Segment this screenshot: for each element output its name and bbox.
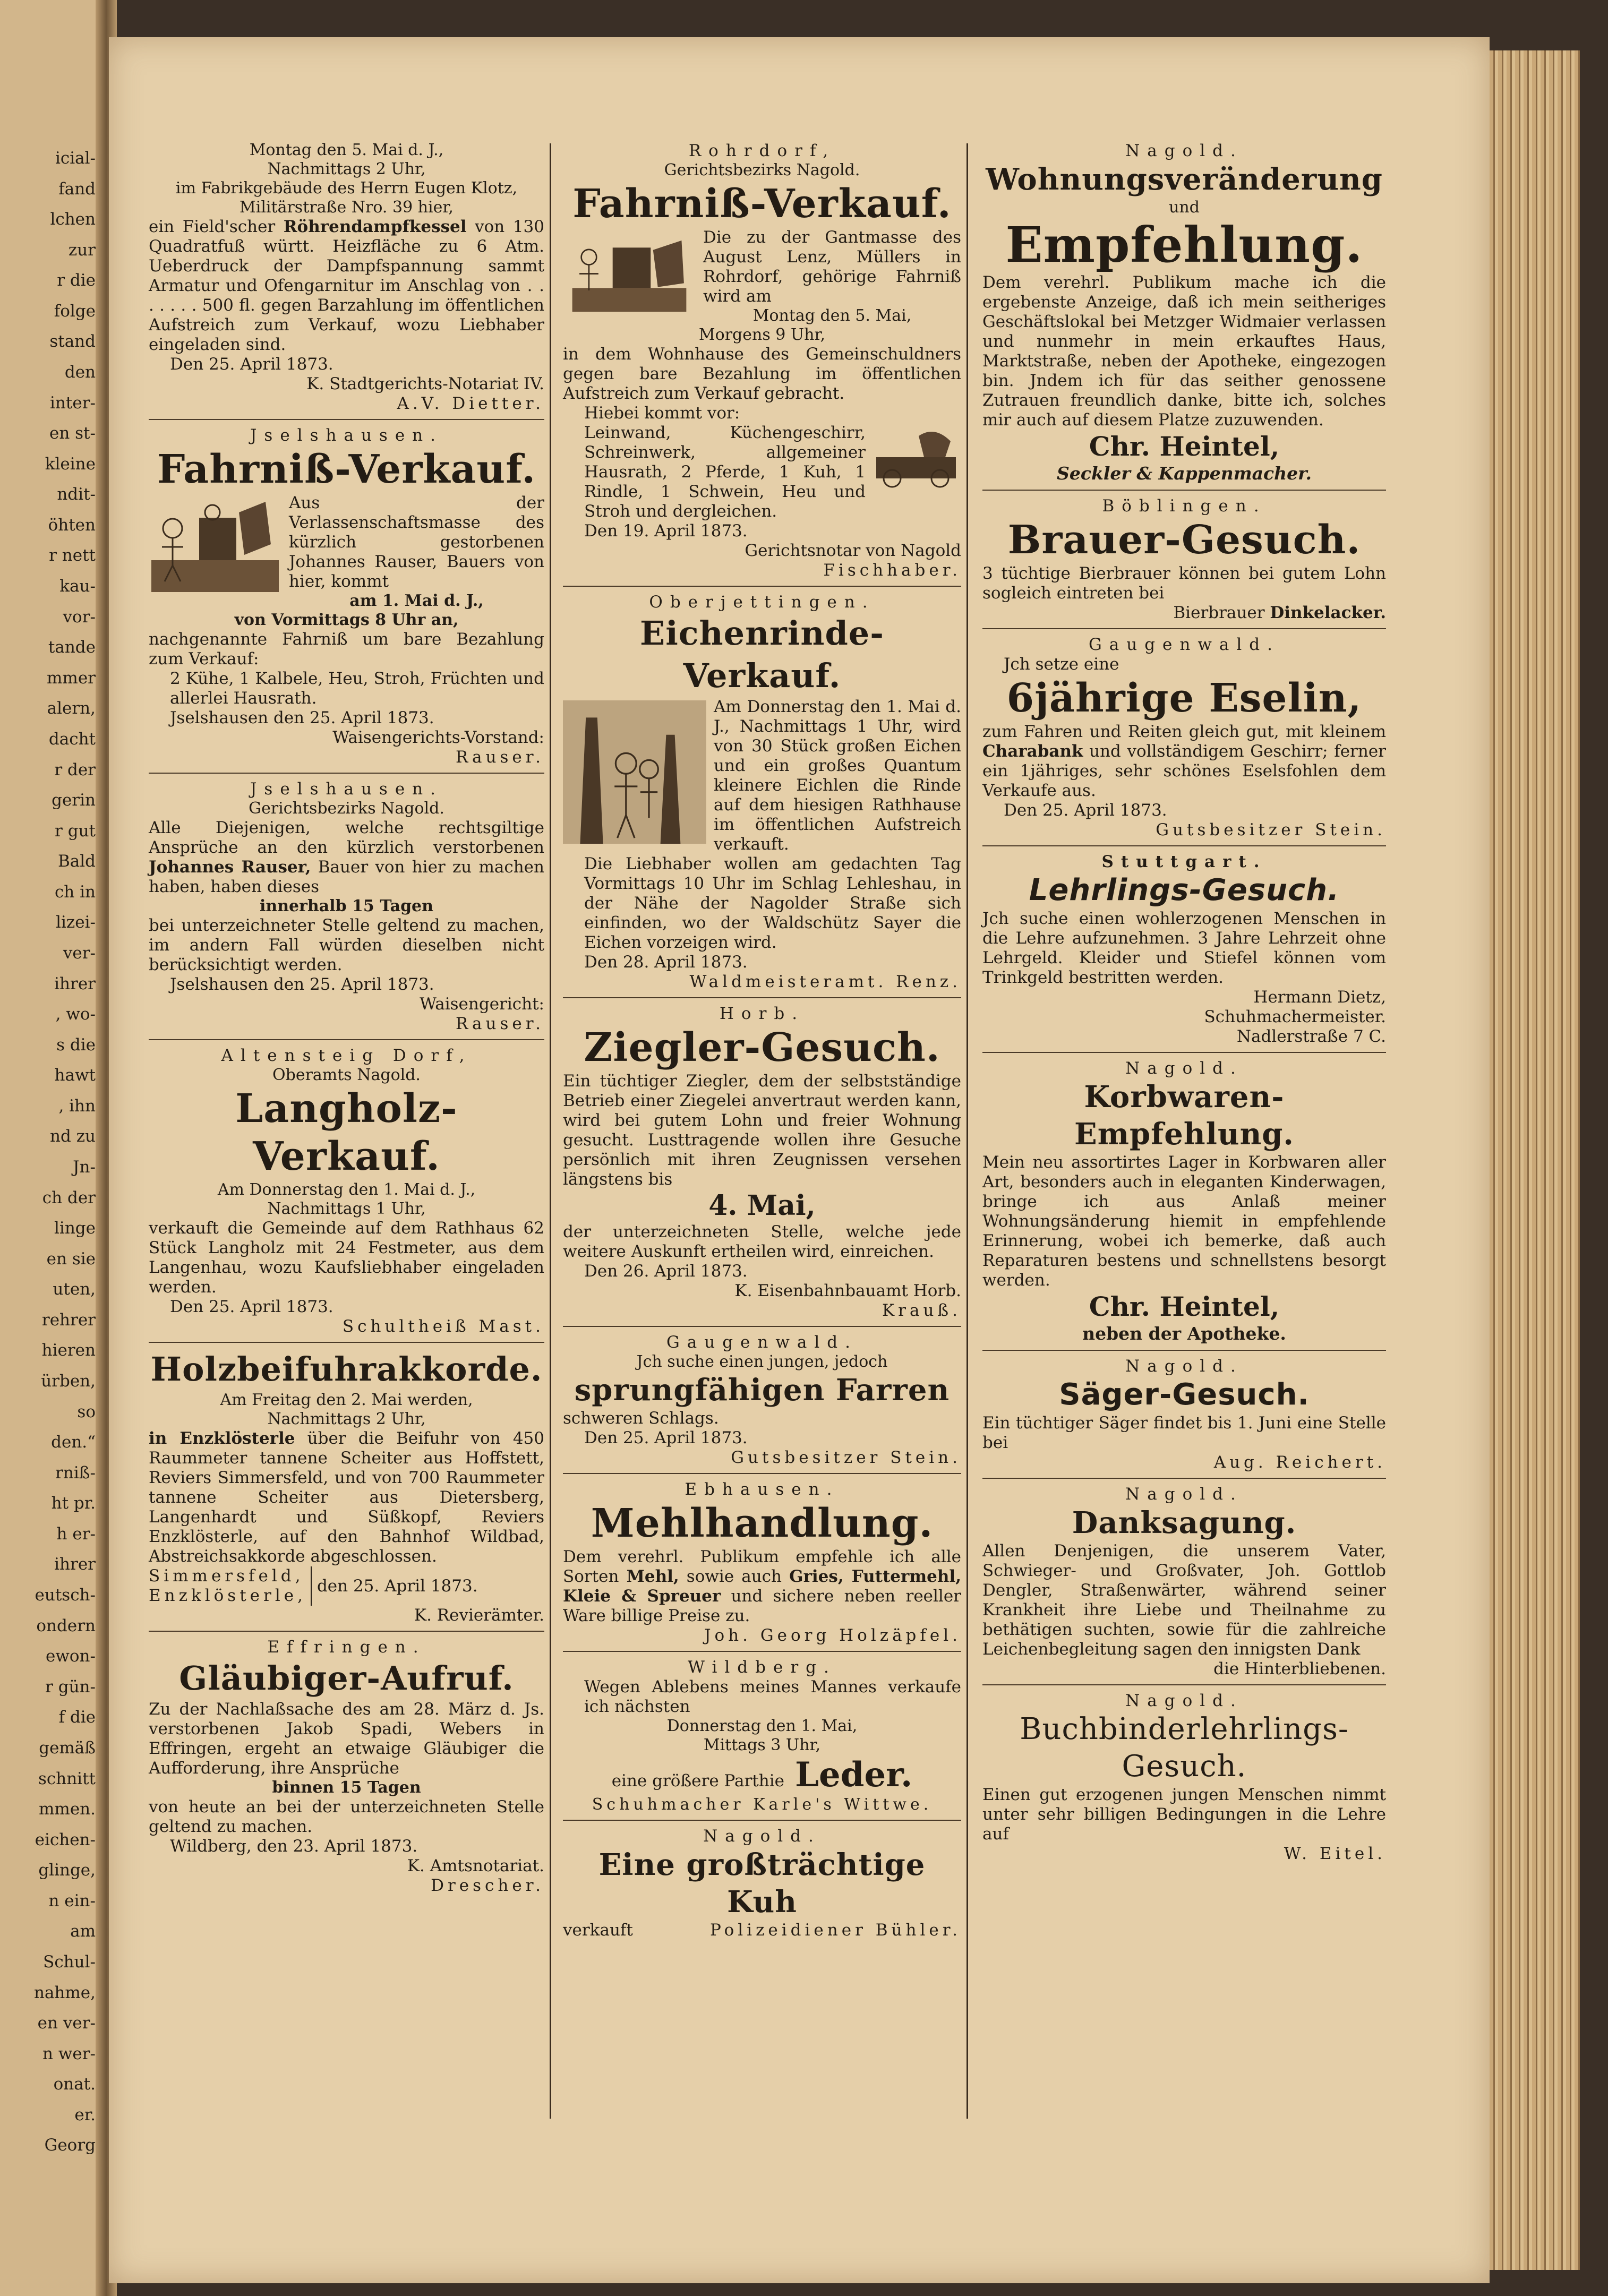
body-text: und vollständigem Geschirr; ferner ein 1jähriges, sehr schönes Eselsfohlen dem Verkaufe aus.: [982, 742, 1386, 800]
ad-line: Militärstraße Nro. 39 hier,: [240, 198, 454, 217]
ad-line: verkauft: [563, 1921, 633, 1940]
ad-kuh: [563, 1826, 961, 1946]
body-text: von 130 Quadratfuß württ. Heizfläche zu 6 Atm. Ueberdruck der Dampfspannung sammt Armatur und Ofengarnitur im Anschlag von . . . . . . . 500 fl. gegen Barzahlung im öffentlichen Aufstreich zum Verkauf, wozu Liebhaber eingeladen sind.: [149, 217, 544, 354]
place: Simmersfeld,: [149, 1566, 304, 1586]
ad-line: und: [1169, 198, 1200, 217]
ad-date: Den 25. April 1873.: [170, 1297, 333, 1316]
ad-body: Wegen Ablebens meines Mannes verkaufe ich nächsten: [584, 1677, 961, 1716]
ad-title: Fahrniß-Verkauf.: [157, 447, 536, 492]
left-page-line: r nett: [49, 546, 96, 565]
left-page-line: nahme,: [33, 1983, 96, 2002]
ad-signature: die Hinterbliebenen.: [1213, 1659, 1386, 1678]
ad-line: Am Donnerstag den 1. Mai d. J.,: [217, 1180, 476, 1199]
ad-body: der unterzeichneten Stelle, welche jede weitere Auskunft ertheilen wird, einreichen.: [563, 1222, 961, 1261]
body-text: Bauer von hier zu machen haben, haben dieses: [149, 858, 544, 896]
ad-line: schweren Schlags.: [563, 1409, 719, 1428]
ad-place: Nagold.: [703, 1827, 821, 1846]
left-page-line: kau-: [59, 577, 96, 596]
ad-date: Den 25. April 1873.: [1004, 801, 1167, 820]
left-page-line: ondern: [36, 1616, 96, 1635]
ad-title: Langholz-Verkauf.: [235, 1086, 458, 1179]
ad-glaeubiger-jselshausen: [149, 779, 544, 1040]
ad-title: Mehlhandlung.: [591, 1501, 934, 1546]
left-page-line: Bald: [57, 852, 96, 871]
ad-title: 6jährige Eselin,: [1006, 675, 1362, 721]
ad-body: Dem verehrl. Publikum mache ich die ergebenste Anzeige, daß ich mein seitheriges Geschäftslokal bei Metzger Widmaier verlassen und nunmehr in mein erkauftes Haus, Marktstraße, neben der Apotheke, eingezogen bin. Jndem ich für das seither genossene Zutrauen freundlich danke, bitte ich, solches mir auch auf diesem Platze zuzuwenden.: [982, 273, 1386, 430]
ad-signature: Aug. Reichert.: [1213, 1453, 1386, 1472]
ad-title: Korbwaren-Empfehlung.: [1074, 1080, 1294, 1152]
ad-place: Böblingen.: [1102, 496, 1267, 516]
left-page-line: en sie: [46, 1249, 96, 1269]
ad-body: von heute an bei der unterzeichneten Stelle geltend zu machen.: [149, 1797, 544, 1836]
ad-body: Mein neu assortirtes Lager in Korbwaren aller Art, besonders auch in eleganten Kinderwagen, bringe ich aus Anlaß meiner Wohnungsänderung hiemit in empfehlende Erinnerung, wobei ich bemerke, daß auch Reparaturen bestens und schnellstens besorgt werden.: [982, 1153, 1386, 1290]
ad-signature: Waisengerichts-Vorstand:: [332, 728, 544, 747]
left-page-line: mmen.: [39, 1800, 96, 1819]
ad-line: Jch suche einen jungen, jedoch: [636, 1352, 888, 1371]
ad-eichenrinde: [563, 592, 961, 998]
ad-signature: Fischhaber.: [823, 561, 961, 580]
ad-items: Leinwand, Küchengeschirr, Schreinwerk, allgemeiner Hausrath, 2 Pferde, 1 Kuh, 1 Rindle, 1 Schwein, Heu und Stroh und dergleichen.: [584, 423, 866, 521]
left-page-line: f die: [58, 1708, 96, 1727]
body-bold: Johannes Rauser,: [149, 858, 311, 877]
ad-subplace: Oberamts Nagold.: [272, 1066, 421, 1084]
left-page-line: ihrer: [54, 974, 96, 993]
ad-place: Horb.: [719, 1004, 805, 1023]
ad-fahrniss-jselshausen: [149, 425, 544, 774]
ad-date-bold: am 1. Mai d. J.,: [349, 592, 484, 610]
left-page-line: lchen: [50, 210, 96, 229]
left-page-line: ch in: [54, 883, 96, 902]
ad-body: Am Donnerstag den 1. Mai d. J., Nachmittags 1 Uhr, wird von 30 Stück großen Eichen und ein großes Quantum kleinere Eichlen die Rinde auf dem hiesigen Rathhause im öffentlichen Aufstreich verkauft.: [714, 697, 961, 854]
column-1: [149, 141, 544, 1906]
ad-ziegler: [563, 1004, 961, 1327]
left-page-line: , wo-: [55, 1005, 96, 1024]
ad-signature: Rauser.: [455, 748, 544, 767]
ad-body: Aus der Verlassenschaftsmasse des kürzlich gestorbenen Johannes Rauser, Bauers von hier, kommt: [289, 493, 544, 591]
ad-place: Nagold.: [1125, 1357, 1243, 1376]
body-text: ein Field'scher: [149, 217, 284, 236]
left-page-line: hawt: [54, 1066, 96, 1085]
left-page-line: en st-: [49, 424, 96, 443]
ad-line: Montag den 5. Mai,: [752, 306, 912, 325]
ad-title: Holzbeifuhrakkorde.: [150, 1350, 543, 1389]
ad-title: Gläubiger-Aufruf.: [179, 1659, 514, 1698]
ad-title: Empfehlung.: [1005, 216, 1363, 273]
left-page-line: ht pr.: [51, 1494, 96, 1513]
ad-subplace: Gerichtsbezirks Nagold.: [249, 799, 444, 818]
ad-signature: Hermann Dietz,: [1253, 988, 1386, 1007]
ad-line: Morgens 9 Uhr,: [698, 325, 826, 344]
ad-mehlhandlung: [563, 1479, 961, 1652]
left-page-line: eichen-: [35, 1830, 96, 1849]
left-page-line: nd zu: [50, 1127, 96, 1146]
body-text: und sichere neben reeller Ware billige Preise zu.: [563, 1587, 961, 1625]
ad-deadline: innerhalb 15 Tagen: [260, 897, 433, 915]
ad-date: den 25. April 1873.: [317, 1576, 478, 1596]
ad-signature: Drescher.: [431, 1876, 544, 1895]
ad-place: Jselshausen.: [250, 426, 443, 445]
ad-body: Ein tüchtiger Ziegler, dem der selbstständige Betrieb einer Ziegelei anvertraut werden kann, wird bei gutem Lohn und freier Wohnung gesucht. Lusttragende wollen ihre Gesuche persönlich mit ihren Zeugnissen versehen längstens bis: [563, 1072, 961, 1189]
left-page-line: glinge,: [38, 1861, 96, 1880]
left-page-line: ver-: [63, 944, 96, 963]
left-page-line: mmer: [47, 669, 96, 688]
ad-items: 2 Kühe, 1 Kalbele, Heu, Stroh, Früchten und allerlei Hausrath.: [170, 669, 544, 708]
ad-place: Altensteig Dorf,: [221, 1046, 472, 1065]
left-page-line: lizei-: [56, 913, 96, 932]
ad-korbwaren: [982, 1058, 1386, 1351]
ad-date-block: [149, 1566, 544, 1606]
left-page-line: ewon-: [46, 1647, 96, 1666]
ad-date: Jselshausen den 25. April 1873.: [170, 975, 434, 994]
ad-line: Nachmittags 1 Uhr,: [267, 1200, 426, 1218]
left-page-line: hieren: [41, 1341, 96, 1360]
ad-signature: Polizeidiener Bühler.: [709, 1921, 961, 1940]
left-page-line: den.“: [51, 1433, 96, 1452]
ad-body: Die zu der Gantmasse des August Lenz, Müllers in Rohrdorf, gehörige Fahrniß wird am: [703, 228, 961, 306]
ad-place: Gaugenwald.: [1089, 635, 1280, 654]
ad-glaeubiger-aufruf: [149, 1637, 544, 1901]
column-3: [982, 141, 1386, 1874]
ad-place: Gaugenwald.: [666, 1333, 858, 1352]
ad-brauer: [982, 496, 1386, 629]
body-bold: Gries, Futtermehl, Kleie & Spreuer: [563, 1567, 961, 1606]
ad-body: bei unterzeichneter Stelle geltend zu machen, im andern Fall würden dieselben nicht berücksichtigt werden.: [149, 916, 544, 974]
ad-body: [149, 217, 544, 355]
column-rule: [550, 143, 551, 2119]
ad-signature: Gutsbesitzer Stein.: [1156, 820, 1386, 839]
ad-eselin: [982, 635, 1386, 846]
ad-line: Jch setze eine: [1004, 655, 1119, 674]
column-2: [563, 141, 961, 1951]
ad-title: Leder.: [794, 1755, 913, 1795]
body-bold: in Enzklösterle: [149, 1429, 295, 1448]
ad-title: Brauer-Gesuch.: [1007, 517, 1361, 563]
ad-date: Den 28. April 1873.: [584, 953, 748, 972]
ad-place: Wildberg.: [688, 1658, 836, 1677]
body-text: Alle Diejenigen, welche rechtsgiltige Ansprüche an den kürzlich verstorbenen: [149, 818, 544, 857]
left-page-line: r gut: [55, 821, 96, 841]
ad-signature: Joh. Georg Holzäpfel.: [704, 1626, 961, 1645]
body-text: zum Fahren und Reiten gleich gut, mit kleinem: [982, 722, 1386, 741]
ad-signature: Waldmeisteramt. Renz.: [689, 972, 961, 991]
left-page-line: n wer-: [42, 2044, 96, 2063]
left-page-line: folge: [54, 302, 96, 321]
ad-title: Säger-Gesuch.: [1059, 1377, 1310, 1412]
ad-signature: Nadlerstraße 7 C.: [1236, 1027, 1386, 1046]
left-page-fragment: [0, 0, 101, 2296]
ad-signature: K. Revierämter.: [414, 1606, 544, 1625]
ad-signature: Schultheiß Mast.: [342, 1317, 544, 1336]
body-bold: Röhrendampfkessel: [283, 217, 467, 236]
ad-subplace: Gerichtsbezirks Nagold.: [664, 161, 860, 179]
ad-place: Oberjettingen.: [649, 593, 875, 612]
left-page-line: Schul-: [43, 1952, 96, 1972]
ad-place: Ebhausen.: [685, 1480, 840, 1499]
left-page-line: ndit-: [57, 485, 96, 504]
ad-name: Chr. Heintel,: [1089, 431, 1280, 462]
left-page-line: zur: [68, 241, 96, 260]
left-page-line: uten,: [53, 1280, 96, 1299]
ad-date: Den 25. April 1873.: [584, 1428, 748, 1447]
ad-place: Nagold.: [1125, 1059, 1243, 1078]
ad-body: [563, 1547, 961, 1626]
ad-signature: K. Eisenbahnbauamt Horb.: [734, 1281, 961, 1300]
ad-signature: K. Stadtgerichts-Notariat IV.: [306, 374, 544, 393]
ad-body: [149, 1429, 544, 1566]
ad-line: Mittags 3 Uhr,: [703, 1736, 821, 1754]
ad-title: Gesuch.: [1122, 1749, 1247, 1784]
left-page-line: er.: [74, 2105, 96, 2124]
left-page-line: alern,: [47, 699, 96, 718]
left-page-line: inter-: [50, 393, 96, 413]
ad-line: Hiebei kommt vor:: [584, 404, 740, 423]
ad-line: Donnerstag den 1. Mai,: [666, 1717, 858, 1735]
ad-signature: Rauser.: [455, 1014, 544, 1033]
ad-title: sprungfähigen Farren: [574, 1373, 950, 1408]
farm-auction-illustration: [149, 496, 281, 597]
ad-signature: W. Eitel.: [1284, 1844, 1386, 1863]
body-bold: Charabank: [982, 742, 1083, 761]
ad-deadline: binnen 15 Tagen: [272, 1778, 421, 1797]
body-bold: Mehl,: [626, 1567, 679, 1586]
ad-line: Nachmittags 2 Uhr,: [267, 160, 426, 178]
ad-date: Den 26. April 1873.: [584, 1262, 748, 1281]
left-page-line: gerin: [52, 791, 96, 810]
ad-body: Die Liebhaber wollen am gedachten Tag Vormittags 10 Uhr im Schlag Lehleshau, in der Nähe der Nagolder Straße sich einfinden, wo der Waldschütz Sayer die Eichen vorzeigen wird.: [584, 854, 961, 952]
ad-signature: Schuhmacher Karle's Wittwe.: [592, 1795, 933, 1814]
left-page-line: Jn-: [73, 1158, 96, 1177]
ad-trade: Seckler & Kappenmacher.: [1057, 463, 1312, 484]
ad-body: [982, 722, 1386, 801]
forest-illustration: [563, 700, 706, 844]
ad-signature: Waisengericht:: [420, 995, 544, 1014]
ad-date: Wildberg, den 23. April 1873.: [170, 1837, 418, 1856]
ad-signature: Schuhmachermeister.: [1204, 1007, 1386, 1026]
ad-body: Zu der Nachlaßsache des am 28. März d. Js. verstorbenen Jakob Spadi, Webers in Effringen, ergeht an etwaige Gläubiger die Aufforderung, ihre Ansprüche: [149, 1700, 544, 1778]
ad-date: Den 19. April 1873.: [584, 521, 748, 541]
left-page-line: ihrer: [54, 1555, 96, 1574]
ad-body: Jch suche einen wohlerzogenen Menschen in die Lehre aufzunehmen. 3 Jahre Lehrzeit ohne Lehrgeld. Kleider und Stiefel können vom Trinkgeld bestritten werden.: [982, 909, 1386, 987]
left-page-line: eutsch-: [35, 1586, 96, 1605]
body-text: Dem verehrl. Publikum empfehle ich alle Sorten: [563, 1547, 961, 1586]
page-edges: [1490, 50, 1580, 2270]
ad-signature: Gerichtsnotar von Nagold: [745, 541, 961, 560]
ad-danksagung: [982, 1484, 1386, 1685]
ad-langholz: [149, 1046, 544, 1343]
ad-title: Eichenrinde-Verkauf.: [640, 614, 884, 695]
sig-bold: Dinkelacker.: [1270, 603, 1386, 622]
ad-body: in dem Wohnhause des Gemeinschuldners gegen bare Bezahlung im öffentlichen Aufstreich zum Verkauf gebracht.: [563, 345, 961, 403]
ad-line: eine größere Parthie: [611, 1771, 784, 1790]
left-page-line: so: [77, 1402, 96, 1421]
ad-title: Lehrlings-Gesuch.: [1029, 873, 1340, 907]
left-page-line: n ein-: [48, 1891, 96, 1911]
ad-place: Effringen.: [267, 1638, 426, 1657]
left-page-line: ürben,: [41, 1372, 96, 1391]
left-page-line: vor-: [63, 607, 96, 627]
ad-wohnungsveraenderung: [982, 141, 1386, 491]
left-page-line: h er-: [56, 1524, 96, 1544]
ad-title: Danksagung.: [1072, 1505, 1297, 1540]
left-page-line: rniß-: [55, 1463, 96, 1483]
sig-text: Bierbrauer: [1173, 603, 1265, 622]
ad-title: Fahrniß-Verkauf.: [572, 181, 952, 227]
ad-holzbeifuhr: [149, 1348, 544, 1632]
left-page-line: gemäß: [39, 1738, 96, 1758]
farm-auction-illustration: [563, 231, 696, 321]
left-page-line: rehrer: [41, 1310, 96, 1330]
ad-line: Nachmittags 2 Uhr,: [267, 1410, 426, 1428]
ad-place: Jselshausen.: [250, 779, 443, 799]
left-page-line: öhten: [48, 516, 96, 535]
ad-signature: Krauß.: [882, 1301, 961, 1320]
ad-date: Jselshausen den 25. April 1873.: [170, 708, 434, 727]
place: Enzklösterle,: [149, 1586, 306, 1605]
ad-title: Wohnungsveränderung: [986, 162, 1383, 197]
ad-body: verkauft die Gemeinde auf dem Rathhaus 62 Stück Langholz mit 24 Festmeter, aus dem Langenhau, wozu Kaufsliebhaber eingeladen werden.: [149, 1219, 544, 1297]
ad-line: im Fabrikgebäude des Herrn Eugen Klotz,: [175, 179, 518, 198]
left-page-line: en ver-: [37, 2014, 96, 2033]
left-page-line: fand: [58, 179, 96, 199]
ad-signature: K. Amtsnotariat.: [407, 1856, 544, 1875]
places: [149, 1566, 312, 1606]
ad-time-bold: von Vormittags 8 Uhr an,: [234, 611, 459, 629]
ad-line: Montag den 5. Mai d. J.,: [249, 141, 444, 159]
ad-buchbinder: [982, 1691, 1386, 1869]
ad-trade: neben der Apotheke.: [1082, 1323, 1286, 1344]
ad-place: Stuttgart.: [1101, 852, 1267, 871]
ad-farren: [563, 1332, 961, 1474]
left-page-line: ch der: [42, 1188, 96, 1207]
ad-title: Buchbinderlehrlings-: [1020, 1712, 1349, 1746]
left-page-line: stand: [49, 332, 96, 351]
left-page-line: schnitt: [38, 1769, 96, 1788]
ad-body: nachgenannte Fahrniß um bare Bezahlung zum Verkauf:: [149, 630, 544, 669]
ad-deadline: 4. Mai,: [708, 1189, 816, 1222]
left-page-line: den: [64, 363, 96, 382]
ad-place: Nagold.: [1125, 1485, 1243, 1504]
horse-cart-illustration: [871, 425, 961, 489]
body-text: über die Beifuhr von 450 Raummeter tannene Scheiter aus Hoffstett, Reviers Simmersfeld, und von 700 Raummeter tannene Scheiter aus Dietersberg, Langenhardt und Süßkopf, Reviers Enzklösterle, auf den Bahnhof Wildbad, Abstreichsakkorde abgeschlossen.: [149, 1429, 544, 1566]
body-text: sowie auch: [679, 1567, 790, 1586]
ad-name: Chr. Heintel,: [1089, 1291, 1280, 1322]
ad-title: Ziegler-Gesuch.: [584, 1025, 940, 1070]
left-page-line: r die: [57, 271, 96, 290]
ad-saeger: [982, 1356, 1386, 1479]
left-page-line: s die: [56, 1035, 96, 1055]
ad-body: [149, 818, 544, 897]
left-page-line: linge: [54, 1219, 96, 1238]
ad-body: 3 tüchtige Bierbrauer können bei gutem Lohn sogleich eintreten bei: [982, 564, 1386, 603]
ad-title: Eine großträchtige Kuh: [598, 1847, 926, 1920]
ad-signature: Gutsbesitzer Stein.: [731, 1448, 961, 1467]
left-page-line: am: [70, 1922, 96, 1941]
ad-roehrendampfkessel: [149, 141, 544, 420]
ad-body: Einen gut erzogenen jungen Menschen nimmt unter sehr billigen Bedingungen in die Lehre auf: [982, 1785, 1386, 1844]
ad-place: Nagold.: [1125, 141, 1243, 160]
left-page-line: r gün-: [45, 1677, 96, 1697]
ad-body: Ein tüchtiger Säger findet bis 1. Juni eine Stelle bei: [982, 1413, 1386, 1452]
ad-place: Nagold.: [1125, 1691, 1243, 1710]
ad-body: Allen Denjenigen, die unserem Vater, Schwieger- und Großvater, Joh. Gottlob Dengler, Straßenwärter, während seiner Krankheit ihre Liebe und Theilnahme zu bethätigen suchten, sowie für die zahlreiche Leichenbegleitung sagen den innigsten Dank: [982, 1541, 1386, 1659]
ad-leder: [563, 1657, 961, 1821]
ad-footer: [563, 1921, 961, 1940]
ad-line: Am Freitag den 2. Mai werden,: [220, 1391, 473, 1409]
ad-signature: [982, 603, 1386, 623]
left-page-line: icial-: [55, 149, 96, 168]
ad-date: Den 25. April 1873.: [170, 355, 333, 374]
left-page-line: Georg: [44, 2136, 96, 2155]
ad-place: Rohrdorf,: [688, 141, 836, 160]
ad-fahrniss-rohrdorf: [563, 141, 961, 587]
left-page-line: r der: [54, 760, 96, 779]
column-rule: [966, 143, 968, 2119]
left-page-line: tande: [48, 638, 96, 657]
left-page-line: dacht: [48, 730, 96, 749]
ad-lehrling-stuttgart: [982, 852, 1386, 1053]
left-page-line: kleine: [45, 455, 96, 474]
ad-title-row: [563, 1755, 961, 1795]
left-page-line: onat.: [53, 2075, 96, 2094]
ad-signature: A.V. Dietter.: [397, 394, 544, 413]
left-page-line: , ihn: [58, 1096, 96, 1116]
